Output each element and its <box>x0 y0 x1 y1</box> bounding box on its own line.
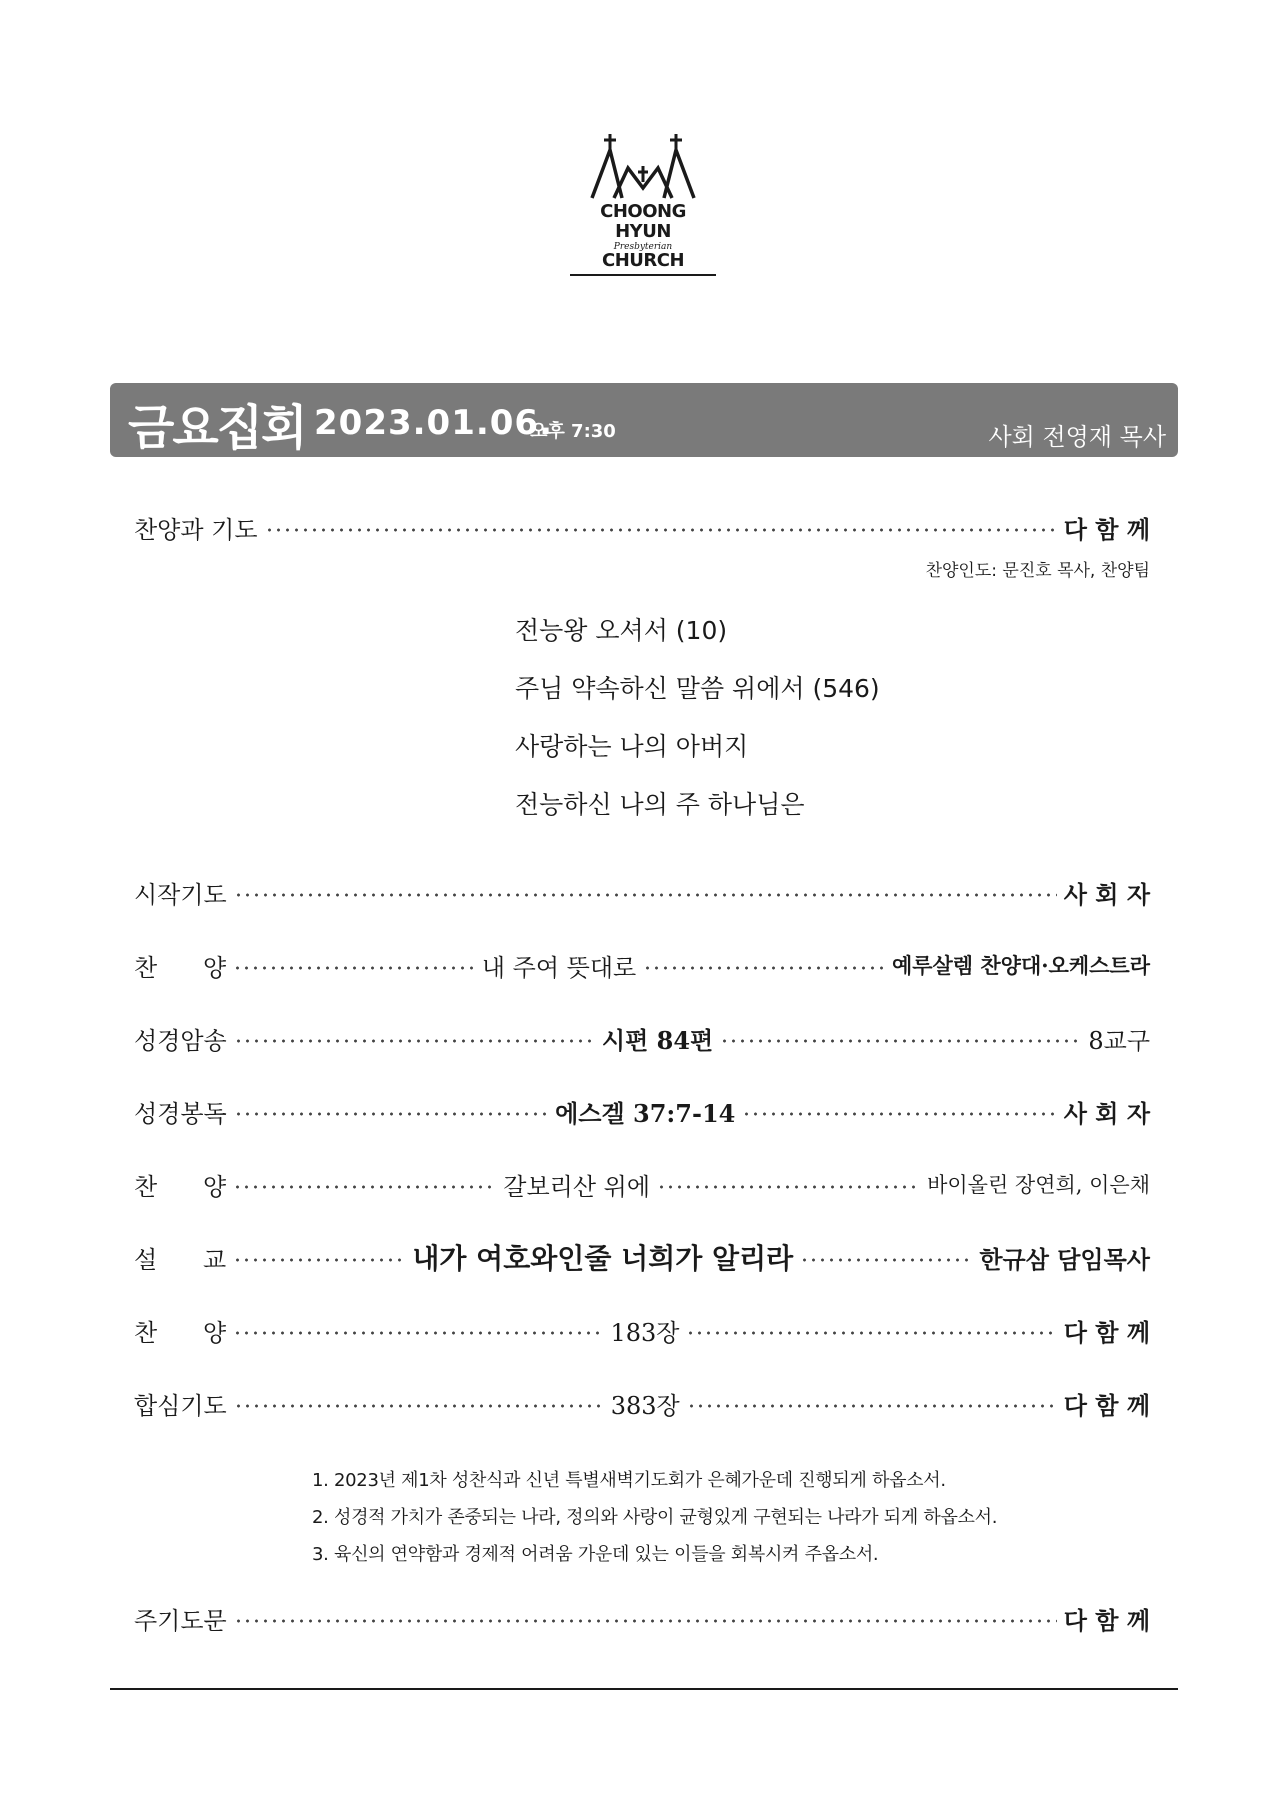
church-logo <box>570 132 716 276</box>
logo-text-denomination: Presbyterian <box>613 242 673 252</box>
dot-leader <box>234 893 1057 897</box>
dot-leader <box>234 1404 604 1408</box>
song-item: 전능왕 오셔서 (10) <box>515 616 728 645</box>
dot-leader <box>686 1331 1056 1335</box>
prayer-item: 1. 2023년 제1차 성찬식과 신년 특별새벽기도회가 은혜가운데 진행되게 하옵소서. <box>312 1470 946 1491</box>
order-label: 설 교 <box>134 1245 227 1274</box>
order-label: 찬 양 <box>134 953 227 982</box>
logo-underline <box>570 274 716 276</box>
order-performer: 한규삼 담임목사 <box>979 1244 1150 1274</box>
order-row-opening-prayer <box>134 872 1150 912</box>
order-row-scripture-recitation <box>134 1018 1150 1058</box>
praise-leader-note: 찬양인도: 문진호 목사, 찬양팀 <box>925 561 1150 581</box>
praise-song-list <box>515 602 880 834</box>
order-row-special-music <box>134 1164 1150 1204</box>
prayer-item: 3. 육신의 연약함과 경제적 어려움 가운데 있는 이들을 회복시켜 주옵소서. <box>312 1544 879 1565</box>
dot-leader <box>643 966 885 970</box>
order-performer: 사 회 자 <box>1063 1098 1150 1128</box>
song-item: 주님 약속하신 말씀 위에서 (546) <box>515 674 880 703</box>
church-spires-icon <box>588 132 698 200</box>
logo-text-name: CHOONG HYUN <box>600 201 686 242</box>
dot-leader <box>233 1258 405 1262</box>
order-title: 183장 <box>610 1318 680 1347</box>
dot-leader <box>234 1112 548 1116</box>
service-time: 오후 7:30 <box>530 421 616 442</box>
order-performer: 다 함 께 <box>1063 1390 1151 1420</box>
order-performer: 다 함 께 <box>1063 1605 1150 1635</box>
prayer-item: 2. 성경적 가치가 존중되는 나라, 정의와 사랑이 균형있게 구현되는 나라가 되게 하옵소서. <box>312 1507 998 1528</box>
order-title: 383장 <box>610 1391 680 1420</box>
order-label: 찬 양 <box>134 1172 227 1201</box>
dot-leader <box>657 1185 920 1189</box>
prayer-topics <box>312 1462 997 1573</box>
logo-text-church: CHURCH <box>601 250 685 271</box>
order-row-hymn <box>134 1310 1150 1350</box>
order-performer: 사 회 자 <box>1063 879 1150 909</box>
dot-leader <box>687 1404 1057 1408</box>
service-header-banner <box>110 383 1178 457</box>
song-item: 사랑하는 나의 아버지 <box>515 732 749 761</box>
service-title: 금요집회 <box>128 400 306 456</box>
order-performer: 바이올린 장연희, 이은채 <box>927 1173 1150 1197</box>
order-label: 성경암송 <box>134 1026 227 1055</box>
order-performer: 예루살렘 찬양대·오케스트라 <box>891 953 1150 978</box>
song-item: 전능하신 나의 주 하나님은 <box>515 790 805 819</box>
sermon-title: 내가 여호와인줄 너희가 알리라 <box>412 1242 794 1275</box>
order-row-praise <box>134 507 1150 547</box>
order-row-scripture-reading <box>134 1091 1150 1131</box>
order-label: 찬양과 기도 <box>134 515 258 544</box>
order-performer: 다 함 께 <box>1063 514 1150 544</box>
dot-leader <box>233 1331 603 1335</box>
order-title: 갈보리산 위에 <box>503 1172 650 1201</box>
order-label: 주기도문 <box>134 1606 227 1635</box>
dot-leader <box>233 966 475 970</box>
order-row-unison-prayer <box>134 1383 1150 1423</box>
service-date: 2023.01.06. <box>314 403 554 443</box>
dot-leader <box>800 1258 972 1262</box>
order-row-choir-anthem <box>134 945 1150 985</box>
order-label: 성경봉독 <box>134 1099 227 1128</box>
dot-leader <box>233 1185 496 1189</box>
order-performer: 8교구 <box>1088 1026 1151 1055</box>
dot-leader <box>234 1619 1057 1623</box>
order-title: 시편 84편 <box>601 1025 714 1055</box>
order-title: 내 주여 뜻대로 <box>481 953 637 982</box>
order-row-sermon <box>134 1237 1150 1277</box>
dot-leader <box>720 1039 1081 1043</box>
order-label: 찬 양 <box>134 1318 227 1347</box>
order-label: 시작기도 <box>134 880 227 909</box>
dot-leader <box>234 1039 595 1043</box>
order-row-lords-prayer <box>134 1598 1150 1638</box>
bottom-divider <box>110 1688 1178 1690</box>
order-performer: 다 함 께 <box>1063 1317 1151 1347</box>
dot-leader <box>265 528 1057 532</box>
order-label: 합심기도 <box>134 1391 227 1420</box>
service-leader: 사회 전영재 목사 <box>988 423 1166 451</box>
dot-leader <box>742 1112 1056 1116</box>
order-title: 에스겔 37:7-14 <box>555 1098 736 1128</box>
